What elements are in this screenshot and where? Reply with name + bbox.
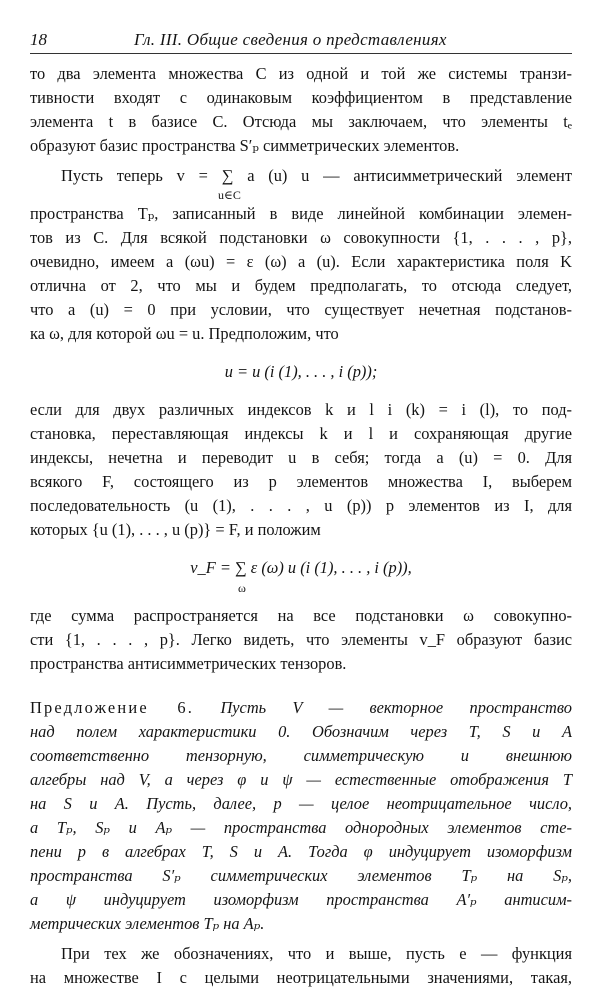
text-line: на S и A. Пусть, далее, p — целое неотрицательное число,	[30, 794, 572, 813]
text-line: При тех же обозначениях, что и выше, пусть e — функция	[61, 944, 572, 963]
running-header	[30, 30, 572, 52]
text-line: отлична от 2, что мы и будем предполагать, то отсюда следует,	[30, 276, 572, 295]
text-line: образуют базис пространства S′ₚ симметрических элементов.	[30, 136, 460, 155]
text-line: а Tₚ, Sₚ и Aₚ — пространства однородных элементов сте-	[30, 818, 572, 837]
text-line: то два элемента множества C из одной и той же системы транзи-	[30, 64, 572, 83]
page-body	[30, 62, 572, 990]
text-line: пространства Tₚ, записанный в виде линейной комбинации элемен-	[30, 204, 572, 223]
text-line: пространства антисимметрических тензоров.	[30, 654, 347, 673]
paragraph-5	[30, 942, 572, 990]
text-line: где сумма распространяется на все подстановки ω совокупно-	[30, 606, 572, 625]
text-line: Пусть теперь v = ∑ a (u) u — антисимметрический элемент	[61, 166, 572, 185]
text-line: элемента t в базисе C. Отсюда мы заключаем, что элементы tₑ	[30, 112, 572, 131]
text-line: Предложение 6. Пусть V — векторное пространство	[30, 698, 572, 717]
text-line: пени p в алгебрах T, S и A. Тогда φ индуцирует изоморфизм	[30, 842, 572, 861]
text-line: становка, переставляющая индексы k и l и сохраняющая другие	[30, 424, 572, 443]
text-line: сти {1, . . . , p}. Легко видеть, что элементы v_F образуют базис	[30, 630, 572, 649]
text-line: тов из C. Для всякой подстановки ω совокупности {1, . . . , p},	[30, 228, 572, 247]
paragraph-3	[30, 398, 572, 542]
equation-2-block	[30, 554, 572, 594]
text-line: которых {u (1), . . . , u (p)} = F, и положим	[30, 520, 321, 539]
text-line: очевидно, имеем a (ωu) = ε (ω) a (u). Если характеристика поля K	[30, 252, 572, 271]
text-line: пространства S′ₚ симметрических элементов Tₚ на Sₚ,	[30, 866, 572, 885]
paragraph-4	[30, 604, 572, 676]
text-line: соответственно тензорную, симметрическую и внешнюю	[30, 746, 572, 765]
equation-1: u = u (i (1), . . . , i (p));	[224, 362, 378, 381]
sum-subscript: u∈C	[218, 188, 241, 202]
paragraph-2	[30, 164, 572, 346]
text-line: на множестве I с целыми неотрицательными значениями, такая,	[30, 968, 572, 987]
page-number: 18	[30, 30, 47, 49]
paragraph-1	[30, 62, 572, 158]
text-line: ка ω, для которой ωu = u. Предположим, что	[30, 324, 339, 343]
text-line: тивности входят с одинаковым коэффициентом в представление	[30, 88, 572, 107]
text-line: метрических элементов Tₚ на Aₚ.	[30, 914, 265, 933]
equation-2: v_F = ∑ ε (ω) u (i (1), . . . , i (p)),	[190, 558, 412, 577]
text-line: индексы, нечетна и переводит u в себя; тогда a (u) = 0. Для	[30, 448, 572, 467]
text-line: последовательность (u (1), . . . , u (p)) p элементов из I, для	[30, 496, 572, 515]
text-line: а ψ индуцирует изоморфизм пространства A′ₚ антисим-	[30, 890, 572, 909]
proposition-6	[30, 696, 572, 936]
text-line: что a (u) = 0 при условии, что существует нечетная подстанов-	[30, 300, 572, 319]
header-rule	[30, 53, 572, 54]
equation-2-subscript: ω	[238, 581, 246, 595]
text-line: алгебры над V, а через φ и ψ — естественные отображения T	[30, 770, 572, 789]
text-line: всякого F, состоящего из p элементов множества I, выберем	[30, 472, 572, 491]
running-title: Гл. III. Общие сведения о представлениях	[134, 30, 447, 49]
proposition-label: Предложение 6.	[30, 698, 195, 717]
text-line: если для двух различных индексов k и l i (k) = i (l), то под-	[30, 400, 572, 419]
text-line: над полем характеристики 0. Обозначим через T, S и A	[30, 722, 572, 741]
